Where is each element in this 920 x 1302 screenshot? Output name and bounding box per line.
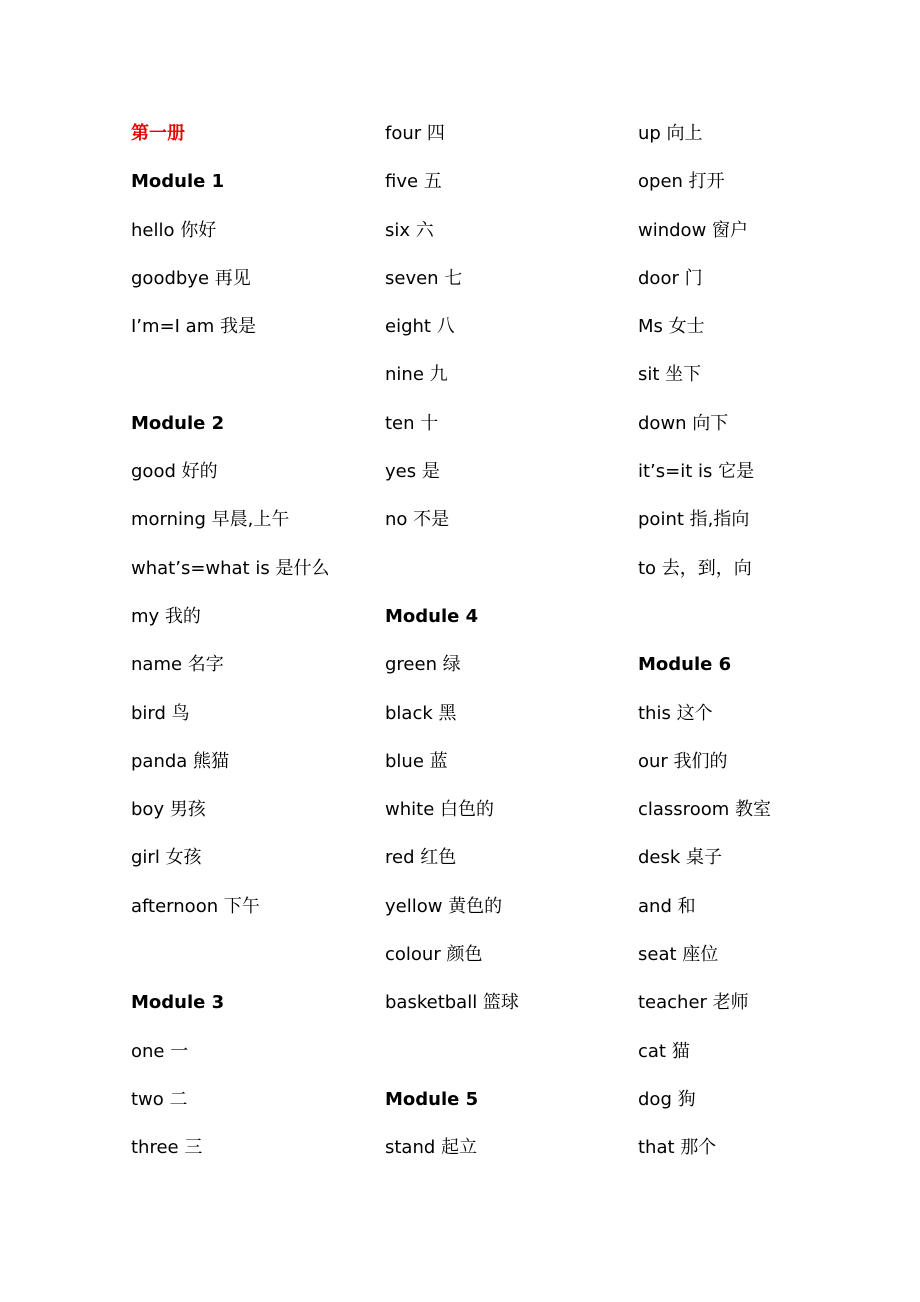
book-title: 第一册	[131, 123, 185, 144]
vocab-entry: no 不是	[385, 509, 450, 531]
vocab-entry: ten 十	[385, 412, 439, 434]
vocab-entry: I’m=I am 我是	[131, 316, 256, 338]
vocab-entry: seven 七	[385, 267, 463, 289]
module-heading: Module 5	[385, 1088, 479, 1110]
vocab-entry: teacher 老师	[638, 992, 749, 1014]
vocab-entry: two 二	[131, 1088, 188, 1110]
vocab-entry: six 六	[385, 219, 434, 241]
vocab-entry: blue 蓝	[385, 750, 448, 772]
vocab-entry: bird 鸟	[131, 702, 190, 724]
module-heading: Module 6	[638, 654, 732, 676]
vocab-entry: white 白色的	[385, 799, 494, 821]
vocab-entry: afternoon 下午	[131, 895, 260, 917]
vocab-entry: this 这个	[638, 702, 713, 724]
vocab-entry: Ms 女士	[638, 316, 705, 338]
vocab-entry: what’s=what is 是什么	[131, 557, 330, 579]
vocab-entry: to 去，到，向	[638, 557, 752, 579]
vocab-entry: five 五	[385, 171, 442, 193]
vocab-entry: our 我们的	[638, 750, 728, 772]
vocab-entry: black 黑	[385, 702, 457, 724]
vocab-entry: good 好的	[131, 461, 218, 483]
module-heading: Module 4	[385, 605, 479, 627]
vocab-entry: sit 坐下	[638, 364, 702, 386]
vocab-entry: up 向上	[638, 123, 703, 144]
vocab-entry: yellow 黄色的	[385, 895, 503, 917]
vocab-entry: dog 狗	[638, 1088, 696, 1110]
vocab-entry: stand 起立	[385, 1137, 478, 1159]
vocab-entry: eight 八	[385, 316, 455, 338]
vocab-entry: name 名字	[131, 654, 224, 676]
vocab-entry: and 和	[638, 895, 696, 917]
vocab-entry: morning 早晨,上午	[131, 509, 290, 531]
vocab-entry: point 指,指向	[638, 509, 750, 531]
vocab-entry: one 一	[131, 1040, 189, 1062]
vocab-entry: girl 女孩	[131, 847, 202, 869]
vocab-entry: colour 颜色	[385, 944, 483, 966]
vocab-entry: green 绿	[385, 654, 461, 676]
blank-line	[131, 351, 381, 399]
vocab-entry: boy 男孩	[131, 799, 206, 821]
blank-line	[131, 931, 381, 979]
vocab-entry: door 门	[638, 267, 703, 289]
vocab-entry: open 打开	[638, 171, 725, 193]
module-heading: Module 1	[131, 171, 225, 193]
vocab-column-3	[638, 110, 888, 1173]
vocab-entry: it’s=it is 它是	[638, 461, 755, 483]
vocab-entry: basketball 篮球	[385, 992, 519, 1014]
vocab-entry: that 那个	[638, 1137, 717, 1159]
vocab-column-2	[385, 110, 635, 1173]
vocab-entry: window 窗户	[638, 219, 749, 241]
vocab-entry: seat 座位	[638, 944, 719, 966]
vocab-entry: desk 桌子	[638, 847, 723, 869]
module-heading: Module 2	[131, 412, 225, 434]
vocab-entry: four 四	[385, 123, 445, 144]
vocab-entry: classroom 教室	[638, 799, 771, 821]
blank-line	[638, 593, 888, 641]
vocab-column-1	[131, 110, 381, 1173]
vocab-entry: hello 你好	[131, 219, 217, 241]
module-heading: Module 3	[131, 992, 225, 1014]
vocab-entry: three 三	[131, 1137, 203, 1159]
vocab-entry: cat 猫	[638, 1040, 690, 1062]
vocab-entry: panda 熊猫	[131, 750, 230, 772]
vocab-entry: yes 是	[385, 461, 440, 483]
blank-line	[385, 1028, 635, 1076]
vocab-entry: goodbye 再见	[131, 267, 251, 289]
vocab-entry: my 我的	[131, 605, 201, 627]
vocab-entry: nine 九	[385, 364, 448, 386]
vocab-entry: down 向下	[638, 412, 729, 434]
vocab-entry: red 红色	[385, 847, 457, 869]
blank-line	[385, 545, 635, 593]
